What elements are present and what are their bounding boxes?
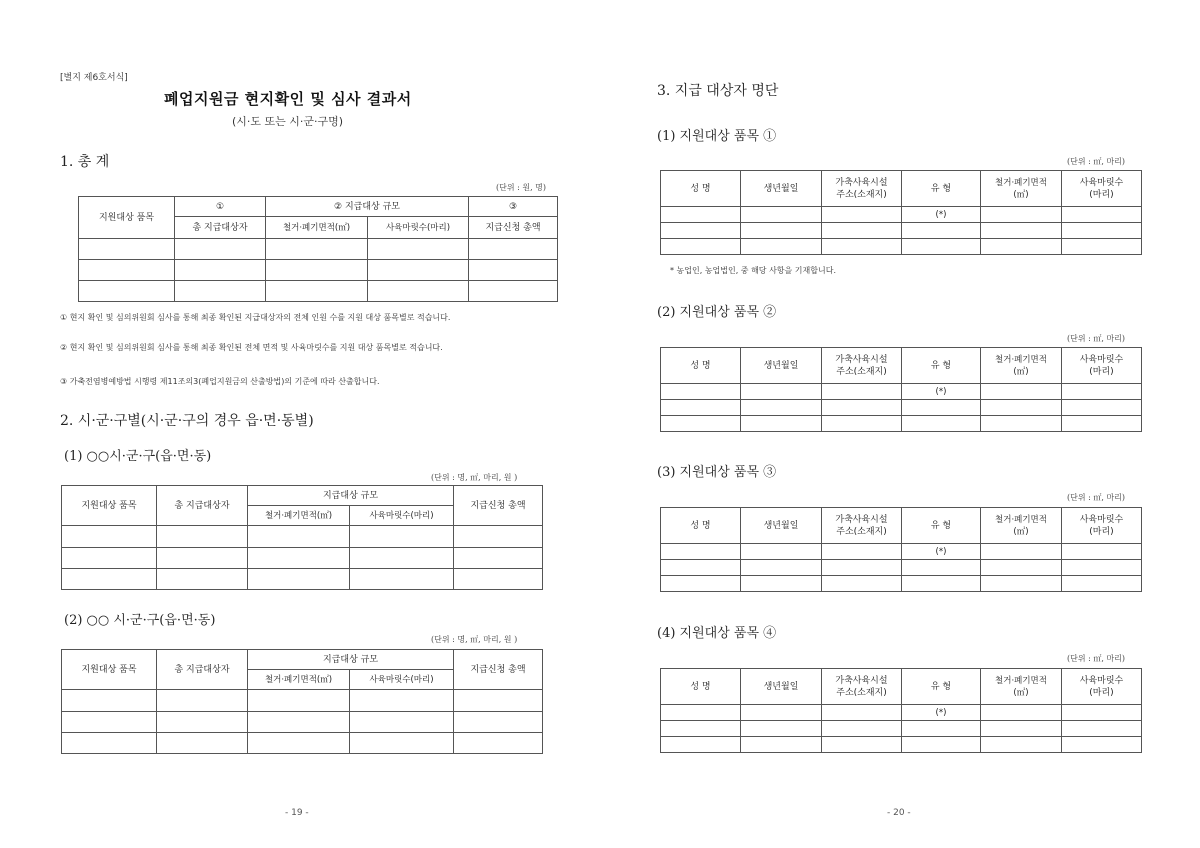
table-row — [661, 416, 1142, 432]
header-col1-label: 총 지급대상자 — [175, 217, 266, 239]
header-heads: 사육마릿수(마리) — [350, 506, 454, 526]
item1-unit: (단위 : ㎡, 마리) — [1067, 157, 1126, 166]
section1-heading: 1. 총 계 — [60, 154, 110, 170]
district-table-2 — [61, 649, 543, 754]
section2-heading: 2. 시·군·구별(시·군·구의 경우 읍·면·동별) — [60, 413, 314, 429]
payee-table-3 — [660, 507, 1142, 592]
payee-table-1 — [660, 170, 1142, 255]
header-heads: 사육마릿수 (마리) — [1062, 508, 1142, 544]
header-type: 유 형 — [902, 171, 981, 207]
document-title: 폐업지원금 현지확인 및 심사 결과서 — [164, 90, 412, 108]
type-marker: (*) — [902, 705, 981, 721]
header-col3-num: ③ — [469, 197, 558, 217]
item3-heading: (3) 지원대상 품목 ③ — [657, 465, 777, 480]
summary-table — [78, 196, 558, 302]
payee-table-2 — [660, 347, 1142, 432]
note-2: ② 현지 확인 및 심의위원회 심사를 통해 최종 확인된 전체 면적 및 사육마릿수를 지원 대상 품목별로 적습니다. — [60, 343, 443, 352]
header-group: 지급대상 규모 — [248, 650, 454, 670]
table-row — [661, 384, 1142, 400]
header-area: 철거·폐기면적(㎡) — [248, 670, 350, 690]
type-marker: (*) — [902, 544, 981, 560]
table-row — [62, 690, 543, 712]
header-total: 총 지급대상자 — [157, 650, 248, 690]
table-row — [661, 705, 1142, 721]
header-birth: 생년월일 — [741, 669, 822, 705]
page-number-left: - 19 - — [285, 808, 309, 818]
table-row — [62, 733, 543, 754]
table-row — [661, 737, 1142, 753]
header-type: 유 형 — [902, 508, 981, 544]
section3-heading: 3. 지급 대상자 명단 — [657, 83, 779, 99]
header-heads: 사육마릿수(마리) — [350, 670, 454, 690]
header-name: 성 명 — [661, 348, 741, 384]
header-item: 지원대상 품목 — [79, 197, 175, 239]
footnote: * 농업인, 농업법인, 중 해당 사항을 기재합니다. — [670, 266, 836, 275]
payee-table-4 — [660, 668, 1142, 753]
header-birth: 생년월일 — [741, 508, 822, 544]
item2-unit: (단위 : ㎡, 마리) — [1067, 334, 1126, 343]
header-area: 철거·폐기면적 (㎡) — [981, 171, 1062, 207]
type-marker: (*) — [902, 207, 981, 223]
right-page — [600, 0, 1200, 848]
table-row — [661, 560, 1142, 576]
header-address: 가축사육시설 주소(소재지) — [822, 348, 902, 384]
page-number-right: - 20 - — [887, 808, 911, 818]
header-area: 철거·폐기면적 (㎡) — [981, 348, 1062, 384]
sub-table1-unit: (단위 : 명, ㎡, 마리, 원 ) — [431, 473, 518, 482]
header-area: 철거·폐기면적 (㎡) — [981, 508, 1062, 544]
header-heads: 사육마릿수 (마리) — [1062, 669, 1142, 705]
header-type: 유 형 — [902, 348, 981, 384]
header-item: 지원대상 품목 — [62, 486, 157, 526]
table-row — [79, 260, 558, 281]
note-1: ① 현지 확인 및 심의위원회 심사를 통해 최종 확인된 지급대상자의 전체 인원 수를 지원 대상 품목별로 적습니다. — [60, 313, 451, 322]
header-area: 철거·폐기면적 (㎡) — [981, 669, 1062, 705]
table-row — [79, 281, 558, 302]
header-address: 가축사육시설 주소(소재지) — [822, 669, 902, 705]
table-row — [661, 576, 1142, 592]
form-number: [별지 제6호서식] — [60, 73, 128, 83]
note-3: ③ 가축전염병예방법 시행령 제11조의3(폐업지원금의 산출방법)의 기준에 따라 산출합니다. — [60, 377, 380, 386]
header-col1-num: ① — [175, 197, 266, 217]
item4-heading: (4) 지원대상 품목 ④ — [657, 626, 777, 641]
sub-table2-unit: (단위 : 명, ㎡, 마리, 원 ) — [431, 635, 518, 644]
header-item: 지원대상 품목 — [62, 650, 157, 690]
item2-heading: (2) 지원대상 품목 ② — [657, 305, 777, 320]
table-row — [661, 207, 1142, 223]
header-group: 지급대상 규모 — [248, 486, 454, 506]
item3-unit: (단위 : ㎡, 마리) — [1067, 493, 1126, 502]
section1-unit: (단위 : 원, 명) — [496, 183, 547, 192]
header-name: 성 명 — [661, 508, 741, 544]
header-address: 가축사육시설 주소(소재지) — [822, 171, 902, 207]
table-row — [62, 548, 543, 569]
item4-unit: (단위 : ㎡, 마리) — [1067, 654, 1126, 663]
document-subtitle: (시·도 또는 시·군·구명) — [232, 115, 344, 128]
table-row — [661, 223, 1142, 239]
header-address: 가축사육시설 주소(소재지) — [822, 508, 902, 544]
header-name: 성 명 — [661, 171, 741, 207]
type-marker: (*) — [902, 384, 981, 400]
header-total: 총 지급대상자 — [157, 486, 248, 526]
table-row — [661, 721, 1142, 737]
header-amount: 지급신청 총액 — [454, 486, 543, 526]
table-row — [661, 400, 1142, 416]
sub-table1-heading: (1) ○○시·군·구(읍·면·동) — [64, 449, 212, 464]
header-amount: 지급신청 총액 — [454, 650, 543, 690]
sub-table2-heading: (2) ○○ 시·군·구(읍·면·동) — [64, 613, 216, 628]
header-heads: 사육마릿수 (마리) — [1062, 171, 1142, 207]
header-name: 성 명 — [661, 669, 741, 705]
header-birth: 생년월일 — [741, 348, 822, 384]
table-row — [661, 239, 1142, 255]
item1-heading: (1) 지원대상 품목 ① — [657, 129, 777, 144]
header-area: 철거·폐기면적(㎡) — [248, 506, 350, 526]
header-heads: 사육마릿수 (마리) — [1062, 348, 1142, 384]
table-row — [661, 544, 1142, 560]
header-col3-label: 지급신청 총액 — [469, 217, 558, 239]
header-col2-group: ② 지급대상 규모 — [266, 197, 469, 217]
table-row — [62, 712, 543, 733]
district-table-1 — [61, 485, 543, 590]
table-row — [62, 569, 543, 590]
table-row — [79, 239, 558, 260]
header-birth: 생년월일 — [741, 171, 822, 207]
header-heads: 사육마릿수(마리) — [368, 217, 469, 239]
header-type: 유 형 — [902, 669, 981, 705]
table-row — [62, 526, 543, 548]
header-area: 철거·폐기면적(㎡) — [266, 217, 368, 239]
